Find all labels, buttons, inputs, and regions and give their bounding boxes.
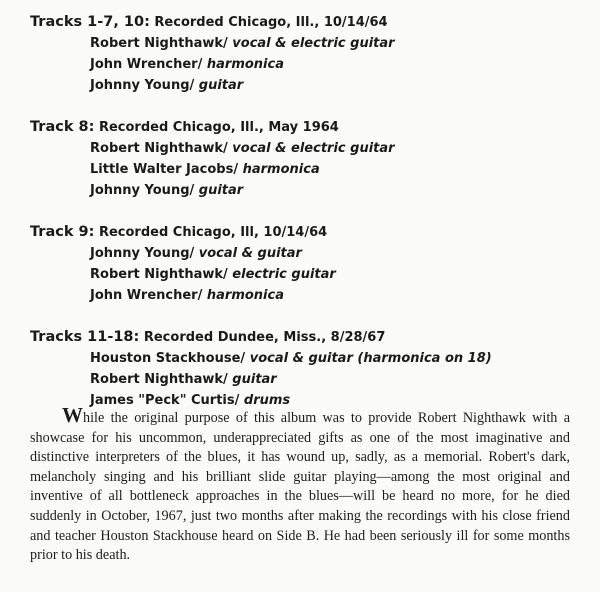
personnel-list bbox=[30, 138, 585, 201]
track-label: Track 9: bbox=[30, 224, 95, 240]
liner-notes bbox=[30, 405, 570, 566]
musician-name: Johnny Young/ bbox=[90, 183, 195, 198]
personnel-item bbox=[30, 285, 585, 306]
liner-notes-paragraph bbox=[30, 405, 570, 566]
musician-name: Little Walter Jacobs/ bbox=[90, 162, 239, 177]
session-header bbox=[30, 222, 585, 243]
personnel-item bbox=[30, 33, 585, 54]
musician-name: Robert Nighthawk/ bbox=[90, 372, 228, 387]
personnel-item bbox=[30, 75, 585, 96]
track-label: Tracks 1-7, 10: bbox=[30, 14, 150, 30]
session-block bbox=[30, 117, 585, 201]
drop-cap: W bbox=[62, 403, 83, 427]
musician-name: James "Peck" Curtis/ bbox=[90, 393, 240, 408]
personnel-item bbox=[30, 348, 585, 369]
musician-instrument: guitar bbox=[198, 78, 244, 93]
musician-instrument: vocal & guitar (harmonica on 18) bbox=[249, 351, 492, 366]
recording-info: Recorded Dundee, Miss., 8/28/67 bbox=[143, 330, 386, 345]
liner-notes-body: hile the original purpose of this album was to provide Robert Nighthawk with a showcase for his uncommon, underappreciated gifts as one of the most imaginative and distinctive interpreters of the blues, it has wound up, sadly, as a memorial. Robert's dark, melancholy singing and his brilliant slide guitar playing—among the most original and inventive of all bottleneck approaches in the blues—will be heard no more, for he died suddenly in October, 1967, just two months after making the recordings with his close friend and teacher Houston Stackhouse heard on Side B. He had been seriously ill for some months prior to his death. bbox=[30, 410, 570, 564]
musician-instrument: electric guitar bbox=[232, 267, 336, 282]
musician-instrument: harmonica bbox=[242, 162, 320, 177]
recording-info: Recorded Chicago, Ill, 10/14/64 bbox=[98, 225, 328, 240]
musician-instrument: drums bbox=[243, 393, 291, 408]
session-header bbox=[30, 117, 585, 138]
musician-name: Johnny Young/ bbox=[90, 78, 195, 93]
personnel-item bbox=[30, 369, 585, 390]
musician-name: John Wrencher/ bbox=[90, 288, 203, 303]
musician-name: Robert Nighthawk/ bbox=[90, 141, 228, 156]
personnel-item bbox=[30, 159, 585, 180]
track-label: Track 8: bbox=[30, 119, 95, 135]
personnel-item bbox=[30, 180, 585, 201]
recording-info: Recorded Chicago, Ill., May 1964 bbox=[98, 120, 339, 135]
session-header bbox=[30, 327, 585, 348]
recording-info: Recorded Chicago, Ill., 10/14/64 bbox=[154, 15, 388, 30]
personnel-item bbox=[30, 264, 585, 285]
musician-instrument: vocal & electric guitar bbox=[232, 36, 395, 51]
personnel-list bbox=[30, 348, 585, 411]
musician-name: Robert Nighthawk/ bbox=[90, 267, 228, 282]
session-block bbox=[30, 12, 585, 96]
musician-name: Houston Stackhouse/ bbox=[90, 351, 246, 366]
musician-instrument: harmonica bbox=[206, 288, 284, 303]
personnel-item bbox=[30, 54, 585, 75]
personnel-list bbox=[30, 243, 585, 306]
musician-instrument: guitar bbox=[232, 372, 277, 387]
personnel-list bbox=[30, 33, 585, 96]
musician-name: Robert Nighthawk/ bbox=[90, 36, 228, 51]
session-block bbox=[30, 327, 585, 411]
musician-instrument: guitar bbox=[198, 183, 244, 198]
personnel-item bbox=[30, 243, 585, 264]
track-label: Tracks 11-18: bbox=[30, 329, 140, 345]
session-header bbox=[30, 12, 585, 33]
musician-instrument: harmonica bbox=[206, 57, 284, 72]
musician-name: John Wrencher/ bbox=[90, 57, 203, 72]
musician-instrument: vocal & guitar bbox=[198, 246, 302, 261]
musician-instrument: vocal & electric guitar bbox=[232, 141, 395, 156]
session-block bbox=[30, 222, 585, 306]
musician-name: Johnny Young/ bbox=[90, 246, 195, 261]
session-credits bbox=[30, 12, 585, 432]
personnel-item bbox=[30, 138, 585, 159]
